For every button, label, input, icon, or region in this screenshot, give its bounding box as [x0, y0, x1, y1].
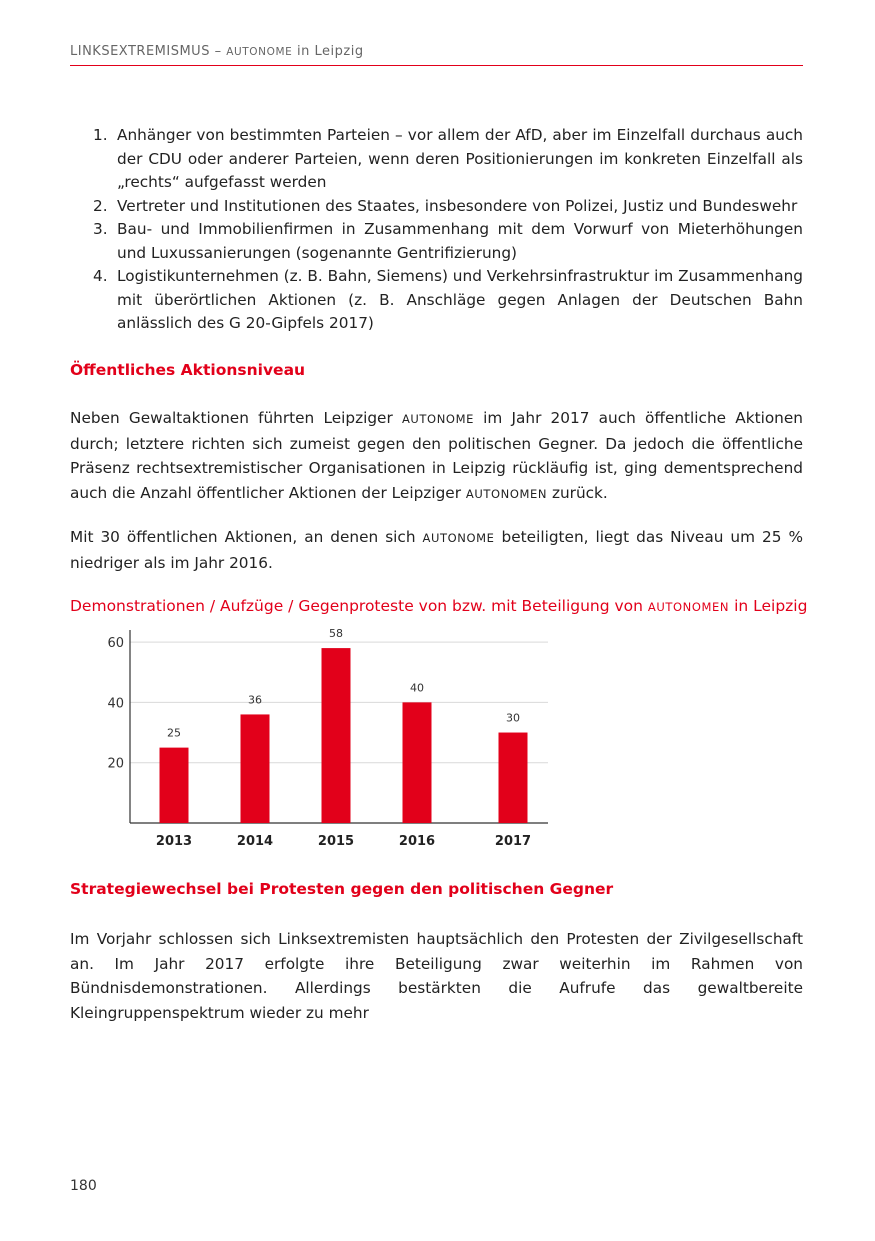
- header-section: LINKSEXTREMISMUS: [70, 44, 210, 59]
- list-text: Vertreter und Institutionen des Staates, insbesondere von Polizei, Justiz und Bundeswehr: [117, 196, 798, 215]
- bar: [322, 648, 351, 823]
- text-run: Mit 30 öffentlichen Aktionen, an denen sich: [70, 528, 423, 546]
- x-tick-label: 2015: [317, 834, 355, 849]
- chart-caption: [70, 597, 807, 615]
- list-item: [93, 124, 803, 195]
- section-heading-aktionsniveau: Öffentliches Aktionsniveau: [70, 361, 306, 379]
- list-text: Anhänger von bestimmten Parteien – vor allem der AfD, aber im Einzelfall durchaus auch der CDU oder anderer Parteien, wenn deren Positionierungen im konkreten Einzelfall als „rechts“ aufgefasst werden: [117, 126, 803, 191]
- bar: [499, 733, 528, 823]
- data-label: 25: [167, 726, 181, 740]
- target-list: [93, 124, 803, 336]
- header-separator: –: [209, 44, 227, 59]
- data-label: 36: [248, 693, 262, 707]
- paragraph-aktionsniveau-1: [70, 406, 803, 506]
- y-tick-label: 40: [107, 696, 124, 712]
- bar: [241, 714, 270, 823]
- data-label: 40: [410, 681, 424, 695]
- running-header: [70, 44, 803, 59]
- smallcaps-term: AUTONOMEN: [465, 486, 548, 501]
- page-number: 180: [70, 1178, 97, 1194]
- text-run: beteiligten, liegt das Niveau um 25 % niedriger als im Jahr 2016.: [70, 528, 803, 572]
- list-item: [93, 218, 803, 265]
- list-item: [93, 195, 803, 219]
- section-heading-strategiewechsel: Strategiewechsel bei Protesten gegen den politischen Gegner: [70, 880, 614, 898]
- x-tick-label: 2017: [494, 834, 532, 849]
- list-number: 2.: [93, 196, 108, 215]
- bar: [160, 748, 189, 823]
- x-tick-label: 2016: [398, 834, 436, 849]
- caption-text: Demonstrationen / Aufzüge / Gegenproteste von bzw. mit Beteiligung von: [70, 597, 648, 615]
- list-number: 1.: [93, 126, 108, 144]
- text-run: im Jahr 2017 auch öffentliche Aktionen durch; letztere richten sich zumeist gegen den politischen Gegner. Da jedoch die öffentliche Präsenz rechtsextremistischer Organisationen in Leipzig rückläufig ist, ging dementsprechend auch die Anzahl öffentlicher Aktionen der Leipziger: [70, 409, 803, 502]
- header-subject-smallcaps: AUTONOME: [226, 46, 293, 58]
- smallcaps-term: AUTONOME: [401, 412, 474, 426]
- smallcaps-term: AUTONOME: [422, 531, 495, 545]
- list-text: Logistikunternehmen (z. B. Bahn, Siemens) und Verkehrsinfrastruktur im Zusammenhang mit überörtlichen Aktionen (z. B. Anschläge gegen Anlagen der Deutschen Bahn anlässlich des G 20-Gipfels 2017): [117, 267, 803, 332]
- paragraph-aktionsniveau-2: [70, 525, 803, 575]
- text-run: zurück.: [547, 483, 608, 502]
- bar-chart: [90, 625, 560, 860]
- data-label: 58: [329, 627, 343, 641]
- list-text: Bau- und Immobilienfirmen in Zusammenhang mit dem Vorwurf von Mieterhöhungen und Luxussanierungen (sogenannte Gentrifizierung): [117, 220, 803, 262]
- text-run: Neben Gewaltaktionen führten Leipziger: [70, 409, 402, 427]
- data-label: 30: [506, 711, 520, 725]
- list-number: 3.: [93, 220, 108, 238]
- y-tick-label: 20: [107, 756, 124, 772]
- caption-smallcaps-term: AUTONOMEN: [647, 600, 730, 614]
- list-number: 4.: [93, 267, 108, 285]
- caption-text: in Leipzig: [729, 597, 808, 615]
- paragraph-strategiewechsel: Im Vorjahr schlossen sich Linksextremisten hauptsächlich den Protesten der Zivilgesellschaft an. Im Jahr 2017 erfolgte ihre Beteiligung zwar weiterhin im Rahmen von Bündnisdemonstrationen. Allerdings bestärkten die Aufrufe das gewaltbereite Kleingruppenspektrum wieder zu mehr: [70, 930, 803, 1022]
- y-tick-label: 60: [107, 636, 124, 652]
- header-divider: [70, 65, 803, 66]
- list-item: [93, 265, 803, 336]
- header-subject-rest: in Leipzig: [292, 44, 364, 59]
- x-tick-label: 2013: [155, 834, 193, 849]
- x-tick-label: 2014: [236, 834, 274, 849]
- bar: [403, 702, 432, 823]
